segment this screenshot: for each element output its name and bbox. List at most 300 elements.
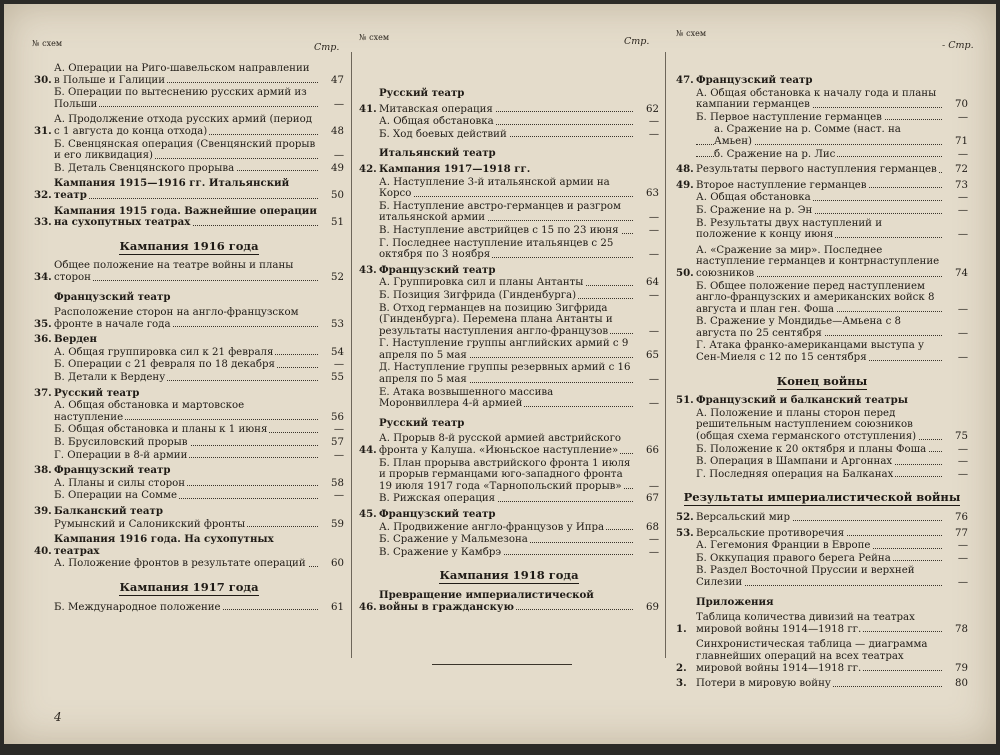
toc-entry[interactable]	[676, 245, 968, 280]
entry-page: —	[957, 111, 968, 123]
toc-entry[interactable]	[34, 490, 344, 502]
entry-title: В. Операция в Шампани и Аргоннах	[696, 456, 893, 468]
entry-text	[696, 469, 942, 481]
theater-heading: Русский театр	[379, 87, 465, 99]
entry-page: —	[648, 289, 659, 301]
entry-title: А. Гегемония Франции в Европе	[696, 540, 871, 552]
entry-title: А. Операции на Риго-шавельском направлении в Польше и Галиции	[54, 63, 310, 86]
toc-entry[interactable]	[676, 553, 968, 565]
toc-entry[interactable]	[676, 112, 968, 124]
entry-text	[379, 338, 633, 361]
toc-entry[interactable]	[34, 359, 344, 371]
entry-title: Результаты первого наступления германцев	[696, 164, 937, 176]
entry-text	[54, 437, 318, 449]
entry-page: 55	[331, 372, 344, 384]
toc-entry[interactable]	[676, 75, 968, 87]
toc-entry[interactable]	[359, 164, 659, 176]
entry-page: —	[957, 552, 968, 564]
entry-page: 62	[646, 103, 659, 115]
toc-entry[interactable]	[359, 238, 659, 261]
entry-title: Г. Наступление группы английских армий с 9 апреля по 5 мая	[379, 338, 629, 361]
col1-num-header: № схем	[32, 39, 63, 48]
entry-number: 32.	[34, 188, 52, 201]
toc-entry[interactable]	[676, 88, 968, 111]
toc-entry[interactable]	[34, 372, 344, 384]
entry-number: 35.	[34, 317, 52, 330]
toc-entry[interactable]	[359, 303, 659, 338]
toc-entry[interactable]	[34, 347, 344, 359]
entry-page: 74	[955, 267, 968, 279]
toc-entry[interactable]	[34, 139, 344, 162]
entry-title: А. Наступление 3-й итальянской армии на Корсо	[379, 176, 610, 200]
entry-page: 75	[955, 431, 968, 443]
entry-text	[696, 281, 942, 316]
entry-text	[379, 177, 633, 200]
entry-number: 52.	[676, 511, 694, 523]
entry-page: 54	[331, 346, 344, 358]
book-page	[4, 4, 996, 744]
col1-page-header: Стр.	[314, 42, 340, 53]
toc-entry[interactable]	[34, 465, 344, 477]
entry-page: —	[957, 204, 968, 216]
entry-title: Французский театр	[379, 264, 496, 276]
entry-page: 60	[331, 558, 344, 570]
toc-entry[interactable]	[34, 114, 344, 137]
entry-title: Кампания 1916 года. На сухопутных театрах	[54, 534, 274, 557]
toc-entry[interactable]	[34, 334, 344, 346]
entry-text	[696, 456, 942, 468]
entry-page: —	[957, 229, 968, 241]
toc-entry[interactable]	[359, 458, 659, 493]
toc-entry[interactable]	[676, 124, 968, 147]
entry-page: —	[957, 468, 968, 480]
entry-page: 59	[331, 518, 344, 530]
section-heading	[34, 238, 344, 253]
entry-page: 64	[646, 277, 659, 289]
leader-dots	[54, 198, 318, 199]
entry-text	[379, 225, 633, 237]
toc-entry[interactable]	[676, 205, 968, 217]
entry-page: 52	[331, 271, 344, 283]
entry-text	[54, 260, 318, 283]
entry-text	[696, 192, 942, 204]
entry-title: В. Отход германцев на позицию Зигфрида (Гинденбурга). Перемена плана Антанты и результаты наступления англо-французов	[379, 302, 613, 337]
section-heading	[676, 373, 968, 388]
toc-entry[interactable]	[359, 290, 659, 302]
toc-entry[interactable]	[34, 307, 344, 330]
entry-title: Второе наступление германцев	[696, 179, 867, 191]
section-heading-text: Кампания 1916 года	[119, 238, 259, 253]
entry-number: 40.	[34, 544, 52, 557]
entry-page: 63	[646, 188, 659, 200]
toc-entry[interactable]	[359, 338, 659, 361]
entry-number: 37.	[34, 386, 52, 399]
toc-entry[interactable]	[34, 478, 344, 490]
toc-entry[interactable]	[359, 522, 659, 534]
entry-text	[696, 408, 942, 443]
toc-column-3	[676, 74, 968, 690]
toc-entry[interactable]	[34, 400, 344, 423]
entry-page: —	[333, 490, 344, 502]
entry-text	[696, 340, 942, 363]
toc-entry[interactable]	[359, 129, 659, 141]
entry-title: А. «Сражение за мир». Последнее наступление германцев и контрнаступление союзников	[696, 244, 940, 279]
toc-entry[interactable]	[359, 509, 659, 521]
entry-page: 80	[955, 678, 968, 690]
leader-dots	[54, 280, 318, 281]
toc-entry[interactable]	[34, 388, 344, 400]
section-heading-text: Конец войны	[776, 373, 868, 388]
entry-page: 65	[646, 349, 659, 361]
entry-text	[54, 334, 318, 346]
toc-entry[interactable]	[34, 602, 344, 614]
toc-entry[interactable]	[359, 590, 659, 613]
entry-text	[54, 178, 318, 201]
entry-number: 48.	[676, 163, 694, 176]
toc-entry[interactable]	[359, 201, 659, 224]
toc-entry[interactable]	[676, 340, 968, 363]
entry-title: а. Сражение на р. Сомме (наст. на Амьен)	[714, 124, 901, 147]
entry-title: Версальский мир	[696, 512, 790, 523]
entry-page: —	[957, 456, 968, 468]
toc-entry[interactable]	[359, 362, 659, 385]
entry-page: 56	[331, 411, 344, 423]
entry-text	[379, 458, 633, 493]
toc-entry[interactable]	[359, 225, 659, 237]
entry-page: —	[648, 480, 659, 492]
toc-entry[interactable]	[34, 519, 344, 531]
entry-title: А. Планы и силы сторон	[54, 477, 186, 489]
toc-entry[interactable]	[359, 534, 659, 546]
toc-entry[interactable]	[676, 218, 968, 241]
entry-number: 46.	[359, 600, 377, 613]
toc-entry[interactable]	[676, 281, 968, 316]
toc-entry[interactable]	[676, 192, 968, 204]
entry-page: 49	[331, 162, 344, 174]
entry-text	[379, 590, 633, 613]
section-heading	[359, 570, 659, 582]
entry-text	[696, 612, 942, 635]
toc-entry[interactable]	[34, 63, 344, 86]
entry-title: Б. Сражение на р. Эн	[696, 204, 813, 216]
entry-number: 53.	[676, 526, 694, 539]
toc-entry[interactable]	[34, 424, 344, 436]
entry-page: —	[333, 359, 344, 371]
entry-text	[54, 359, 318, 371]
toc-entry[interactable]	[34, 437, 344, 449]
entry-text	[379, 116, 633, 128]
entry-text	[696, 512, 942, 524]
entry-number: 43.	[359, 263, 377, 276]
entry-title: Таблица количества дивизий на театрах мировой войны 1914—1918 гг.	[696, 612, 915, 635]
entry-text	[54, 114, 318, 137]
entry-text	[54, 163, 318, 175]
entry-title: Расположение сторон на англо-французском фронте в начале года	[54, 307, 299, 330]
entry-text	[54, 478, 318, 490]
toc-entry[interactable]	[676, 639, 968, 674]
entry-title: Б. Операции на Сомме	[54, 490, 178, 502]
entry-text	[696, 395, 942, 407]
entry-text	[54, 388, 318, 400]
entry-text	[696, 205, 942, 217]
entry-number: 45.	[359, 508, 377, 520]
entry-page: 47	[331, 74, 344, 86]
entry-page: —	[648, 546, 659, 558]
column-divider	[665, 52, 666, 658]
entry-text	[696, 164, 942, 176]
entry-text	[696, 218, 942, 241]
entry-text	[379, 362, 633, 385]
toc-entry[interactable]	[676, 469, 968, 481]
entry-text	[379, 509, 633, 521]
entry-title: Б. Первое наступление германцев	[696, 111, 882, 123]
entry-number: 34.	[34, 270, 52, 283]
entry-text	[379, 522, 633, 534]
entry-title: А. Продвижение англо-французов у Ипра	[379, 521, 605, 533]
toc-entry[interactable]	[359, 493, 659, 505]
theater-heading: Французский театр	[54, 290, 171, 303]
entry-title: Б. Положение к 20 октября и планы Фоша	[696, 443, 927, 455]
entry-page: —	[957, 148, 968, 160]
toc-entry[interactable]	[34, 206, 344, 229]
entry-number: 49.	[676, 178, 694, 191]
entry-page: 68	[646, 521, 659, 533]
entry-title: Французский и балканский театры	[696, 395, 908, 407]
entry-page: 79	[955, 662, 968, 674]
toc-entry[interactable]	[676, 316, 968, 339]
entry-text	[696, 112, 942, 124]
entry-page: 53	[331, 318, 344, 330]
entry-title: Г. Атака франко-американцами выступа у Сен-Миеля с 12 по 15 сентября	[696, 340, 925, 364]
toc-entry[interactable]	[34, 87, 344, 110]
entry-title: В. Рижская операция	[379, 493, 496, 505]
entry-page: 73	[955, 179, 968, 191]
entry-text	[696, 678, 942, 690]
entry-text	[379, 238, 633, 261]
entry-page: —	[333, 98, 344, 110]
column-divider	[351, 52, 352, 658]
entry-page: 67	[646, 493, 659, 505]
entry-text	[54, 372, 318, 384]
entry-title: Б. Операции по вытеснению русских армий из Польши	[54, 87, 307, 110]
toc-entry[interactable]	[359, 387, 659, 410]
entry-page: —	[957, 540, 968, 552]
toc-entry[interactable]	[359, 265, 659, 277]
entry-text	[379, 433, 633, 456]
entry-title: б. Сражение на р. Лис	[714, 148, 836, 160]
entry-page: 70	[955, 99, 968, 111]
entry-text	[696, 316, 942, 339]
entry-title: Французский театр	[696, 75, 813, 86]
entry-page: —	[333, 150, 344, 162]
toc-entry[interactable]	[359, 177, 659, 200]
entry-number: 50.	[676, 266, 694, 279]
entry-title: Кампания 1917—1918 гг.	[379, 163, 531, 175]
entry-title: Французский театр	[379, 509, 496, 520]
entry-text	[379, 290, 633, 302]
toc-entry[interactable]	[359, 547, 659, 559]
entry-page: —	[648, 534, 659, 546]
toc-entry[interactable]	[676, 456, 968, 468]
entry-page: —	[648, 212, 659, 224]
toc-entry[interactable]	[676, 180, 968, 192]
entry-text	[379, 129, 633, 141]
toc-column-1	[34, 62, 344, 613]
entry-text	[379, 277, 633, 289]
entry-number: 3.	[676, 677, 687, 690]
entry-title: А. Группировка сил и планы Антанты	[379, 277, 584, 289]
toc-entry[interactable]	[676, 540, 968, 552]
entry-number: 2.	[676, 661, 687, 674]
entry-text	[696, 444, 942, 456]
entry-page: —	[648, 116, 659, 128]
entry-number: 44.	[359, 444, 377, 457]
entry-title: Кампания 1915—1916 гг. Итальянский театр	[54, 178, 290, 201]
entry-title: А. Положение фронтов в результате операций	[54, 558, 306, 570]
toc-entry[interactable]	[676, 164, 968, 176]
entry-text	[54, 347, 318, 359]
entry-text	[54, 63, 318, 86]
toc-entry[interactable]	[34, 450, 344, 462]
toc-entry[interactable]	[676, 565, 968, 588]
entry-text	[696, 88, 942, 111]
entry-title: Верден	[54, 334, 97, 346]
entry-page: —	[648, 224, 659, 236]
entry-title: А. Общая обстановка	[379, 116, 494, 128]
section-heading-text: Кампания 1917 года	[119, 579, 259, 594]
entry-page: —	[648, 374, 659, 386]
entry-page: 72	[955, 164, 968, 176]
entry-text	[54, 490, 318, 502]
entry-page: —	[957, 303, 968, 315]
entry-page: 78	[955, 623, 968, 635]
entry-text	[379, 547, 633, 559]
entry-page: —	[957, 352, 968, 364]
toc-entry[interactable]	[34, 178, 344, 201]
toc-entry[interactable]	[676, 512, 968, 524]
entry-title: Кампания 1915 года. Важнейшие операции на сухопутных театрах	[54, 205, 317, 229]
entry-page: —	[333, 424, 344, 436]
section-heading-text: Кампания 1918 года	[439, 568, 579, 583]
toc-entry[interactable]	[359, 433, 659, 456]
toc-entry[interactable]	[359, 277, 659, 289]
entry-page: —	[648, 128, 659, 140]
entry-page: 61	[331, 601, 344, 613]
toc-entry[interactable]	[676, 528, 968, 540]
toc-entry[interactable]	[676, 444, 968, 456]
entry-page: 71	[955, 135, 968, 147]
entry-title: Г. Операции в 8-й армии	[54, 449, 188, 461]
section-heading	[34, 579, 344, 594]
toc-entry[interactable]	[676, 678, 968, 690]
entry-page: 50	[331, 189, 344, 201]
entry-page: 77	[955, 527, 968, 539]
entry-title: В. Раздел Восточной Пруссии и верхней Силезии	[696, 565, 915, 588]
entry-page: 66	[646, 445, 659, 457]
toc-entry[interactable]	[34, 506, 344, 518]
toc-entry[interactable]	[34, 163, 344, 175]
entry-page: 58	[331, 477, 344, 489]
entry-title: А. Прорыв 8-й русской армией австрийского фронта у Калуша. «Июньское наступление»	[379, 433, 622, 457]
entry-title: В. Детали к Вердену	[54, 372, 166, 384]
toc-entry[interactable]	[676, 149, 968, 161]
entry-number: 36.	[34, 333, 52, 346]
entry-title: А. Положение и планы сторон перед решительным наступлением союзников (общая схема германского отступления)	[696, 407, 917, 443]
toc-entry[interactable]	[34, 534, 344, 557]
entry-number: 38.	[34, 464, 52, 477]
toc-entry[interactable]	[359, 116, 659, 128]
entry-number: 39.	[34, 505, 52, 517]
entry-title: Б. Общая обстановка и планы к 1 июня	[54, 424, 268, 436]
entry-title: В. Деталь Свенцянского прорыва	[54, 162, 235, 174]
entry-text	[696, 180, 942, 192]
entry-title: Митавская операция	[379, 103, 493, 115]
entry-title: Б. Операции с 21 февраля по 18 декабря	[54, 359, 275, 371]
bottom-rule	[432, 664, 572, 665]
entry-title: Французский театр	[54, 465, 171, 477]
entry-text	[54, 506, 318, 518]
entry-page: 51	[331, 217, 344, 229]
col3-page-header: - Стр.	[942, 40, 974, 51]
entry-number: 31.	[34, 124, 52, 137]
toc-entry[interactable]	[676, 408, 968, 443]
leader-dots	[379, 196, 633, 197]
page-number: 4	[54, 710, 62, 724]
entry-number: 30.	[34, 73, 52, 86]
section-heading-text: Результаты империалистической войны	[683, 490, 961, 505]
entry-text	[696, 553, 942, 565]
entry-title: А. Общая обстановка к началу года и планы кампании германцев	[696, 87, 937, 111]
entry-number: 42.	[359, 162, 377, 175]
entry-title: Превращение империалистической войны в гражданскую	[379, 589, 594, 613]
entry-text	[379, 534, 633, 546]
entry-page: 57	[331, 437, 344, 449]
entry-text	[696, 540, 942, 552]
entry-text	[696, 565, 942, 588]
toc-entry[interactable]	[676, 395, 968, 407]
entry-number: 51.	[676, 394, 694, 407]
entry-text	[54, 519, 318, 531]
entry-title: В. Сражение у Камбрэ	[379, 546, 502, 558]
entry-title: Б. План прорыва австрийского фронта 1 июля и прорыв германцами юго-западного фронта 19 июля 1917 года «Тарнопольский прорыв»	[379, 457, 631, 492]
toc-entry[interactable]	[359, 104, 659, 116]
entry-title: В. Результаты двух наступлений и положение к концу июня	[696, 217, 882, 241]
entry-title: А. Общая обстановка и мартовское наступление	[54, 400, 245, 423]
entry-text	[54, 87, 318, 110]
entry-title: В. Брусиловский прорыв	[54, 437, 188, 449]
entry-text	[54, 206, 318, 229]
entry-text	[696, 75, 942, 87]
entry-page: —	[648, 398, 659, 410]
entry-title: Б. Сражение у Мальмезона	[379, 534, 528, 546]
entry-number: 33.	[34, 216, 52, 229]
entry-text	[54, 602, 318, 614]
entry-title: Б. Оккупация правого берега Рейна	[696, 552, 891, 564]
entry-page: —	[957, 576, 968, 588]
entry-title: Б. Ход боевых действий	[379, 128, 507, 140]
entry-title: Версальские противоречия	[696, 527, 845, 539]
entry-title: А. Продолжение отхода русских армий (период с 1 августа до конца отхода)	[54, 114, 313, 137]
entry-title: Потери в мировую войну	[696, 678, 831, 690]
toc-entry[interactable]	[676, 612, 968, 635]
entry-text	[379, 201, 633, 224]
entry-title: Б. Международное положение	[54, 601, 221, 613]
entry-text	[54, 307, 318, 330]
toc-entry[interactable]	[34, 558, 344, 570]
entry-text	[379, 104, 633, 116]
entry-title: Русский театр	[54, 387, 140, 399]
toc-entry[interactable]	[34, 260, 344, 283]
